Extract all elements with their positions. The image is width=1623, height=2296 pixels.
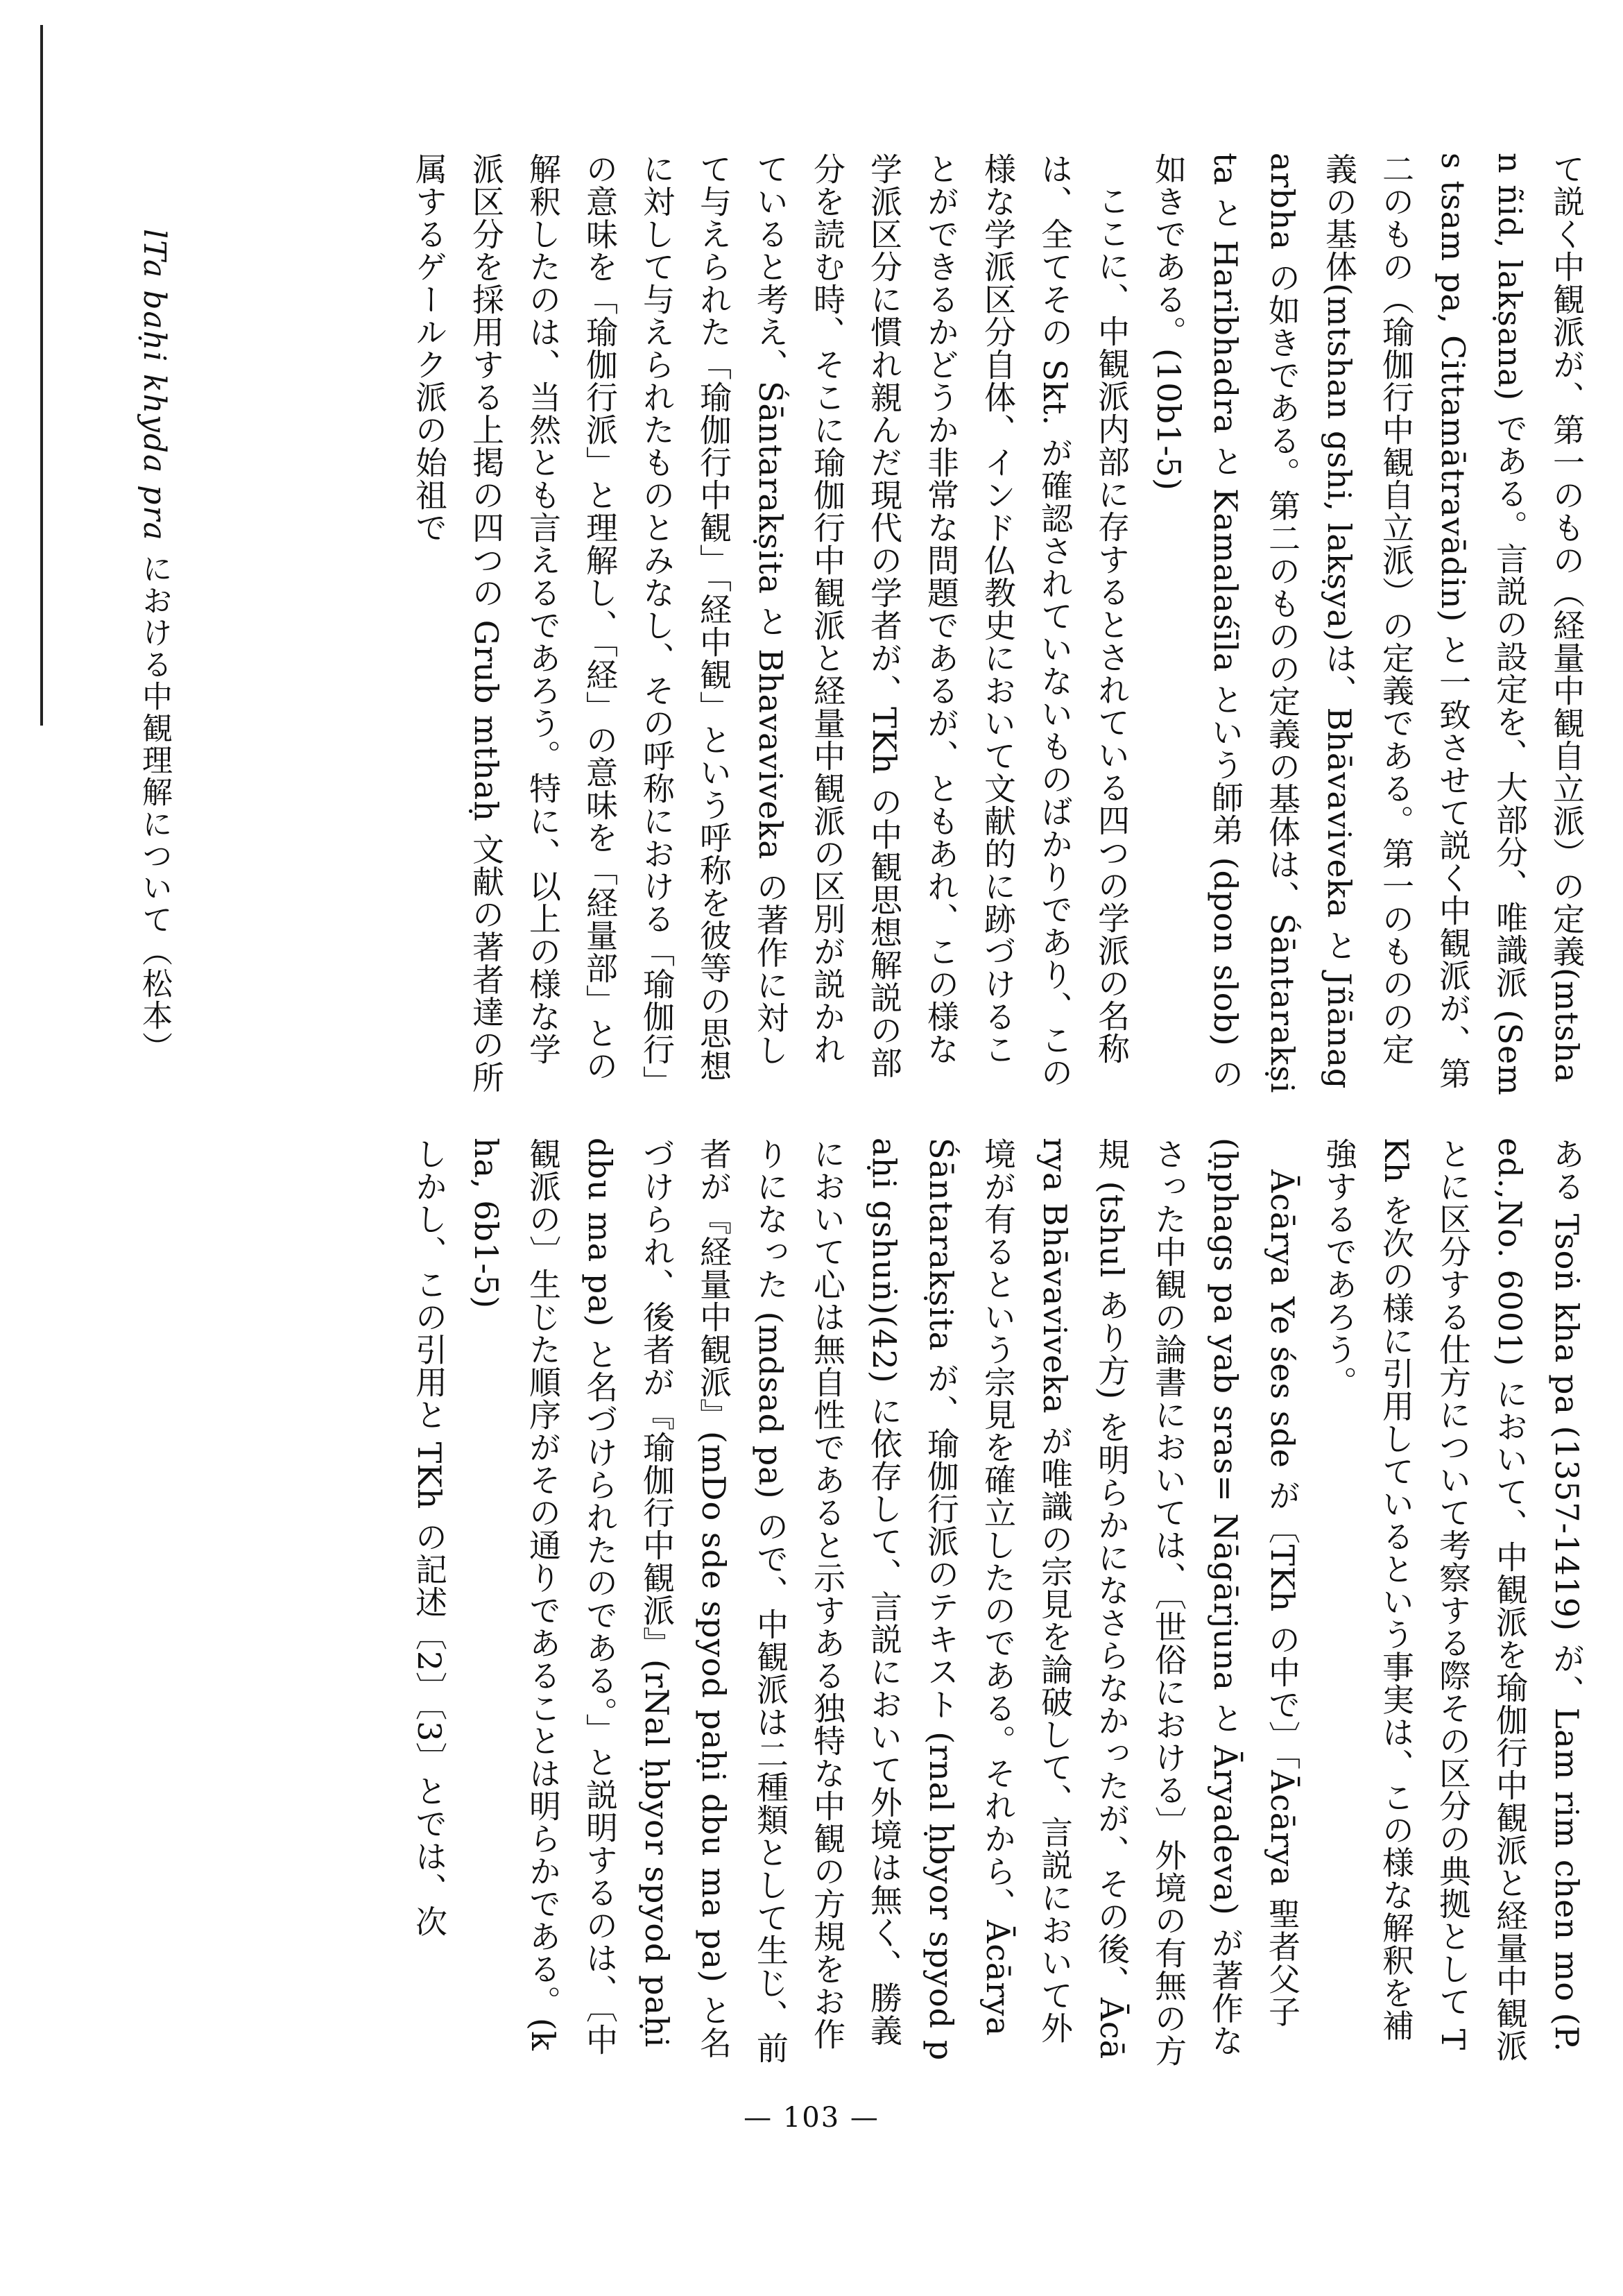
running-header-title-italic: lTa baḥi khyda pra: [137, 229, 172, 542]
page-number-text: — 103 —: [744, 2102, 879, 2134]
upper-paragraph-2: ここに、中観派内部に存するとされている四つの学派の名称は、全てその Skt. が確認されていないものばかりであり、この様な学派区分自体、インド仏教史において文献的に跡づけることができるかどうか非常な問題であるが、ともあれ、この様な学派区分に慣れ親んだ現代の学者が、TKh の中観思想解説の部分を読む時、そこに瑜伽行中観派と経量中観派の区別が説かれていると考え、Śāntarakṣita と Bhavaviveka の著作に対して与えられた「瑜伽行中観」「経中観」という呼称を彼等の思想に対して与えられたものとみなし、その呼称における「瑜伽行」の意味を「瑜伽行派」と理解し、「経」の意味を「経量部」との解釈したのは、当然とも言えるであろう。特に、以上の様な学派区分を採用する上掲の四つの Grub mthaḥ 文献の著者達の所属するゲールク派の始祖で: [411, 153, 1131, 1094]
page-number: [728, 2102, 895, 2134]
upper-vertical-text: [401, 153, 1595, 1096]
lower-text-block: [111, 1138, 1595, 2067]
upper-text-block: [111, 153, 1595, 1096]
lower-paragraph-3: しかし、この引用と TKh の記述〔2〕〔3〕とでは、次: [411, 1138, 448, 1938]
lower-paragraph-1: ある Tsoṅ kha pa (1357-1419) が、Lam rim chen mo (P. ed.,No. 6001) において、中観派を瑜伽行中観派と経量中観派とに区分する仕方について考察する際その区分の典拠として TKh を次の様に引用しているという事実は、この様な解釈を補強するであろう。: [1321, 1138, 1586, 2062]
margin-rule: [40, 25, 43, 726]
lower-paragraph-2: Ācārya Ye śes sde が〔TKh の中で〕「Ācārya 聖者父子 (ḥphags pa yab sras= Nāgārjuna と Āryadeva) が著作なさった中観の論書においては、〔世俗における〕外境の有無の方規 (tshul あり方) を明らかになさらなかったが、その後、Ācārya Bhāvaviveka が唯識の宗見を論破して、言説において外境が有るという宗見を確立したのである。それから、Ācārya Śāntarakṣita が、瑜伽行派のテキスト (rnal ḥbyor spyod paḥi gshuṅ)(42) に依存して、言説において外境は無く、勝義において心は無自性であると示すある独特な中観の方規をお作りになった (mdsad pa) ので、中観派は二種類として生じ、前者が『経量中観派』(mDo sde spyod paḥi dbu ma pa) と名づけられ、後者が『瑜伽行中観派』(rNal ḥbyor spyod paḥi dbu ma pa) と名づけられたのである。」と説明するのは、〔中観派の〕生じた順序がその通りであることは明らかである。(kha, 6b1-5): [467, 1138, 1301, 2067]
upper-paragraph-1: て説く中観派が、第一のもの（経量中観自立派）の定義(mtshan ñid, lakṣana) である。言説の設定を、大部分、唯識派 (Sems tsam pa, Cittamātravādin) と一致させて説く中観派が、第二のもの（瑜伽行中観自立派）の定義である。第一のものの定義の基体(mtshan gshi, lakṣya)は、Bhāvaviveka と Jñānagarbha の如きである。第二のものの定義の基体は、Śāntarakṣita と Haribhadra と Kamalaśīla という師弟 (dpon slob) の如きである。(10b1-5): [1150, 153, 1586, 1096]
running-header-title-rest: における中観理解について（松本）: [137, 541, 172, 1063]
lower-vertical-text: [401, 1138, 1595, 2067]
